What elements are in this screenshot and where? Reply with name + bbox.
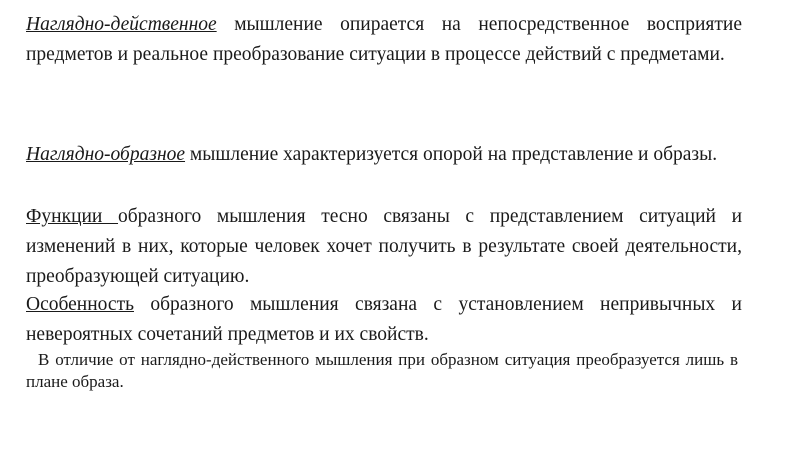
paragraph-difference: [26, 349, 738, 393]
paragraph-text: мышление опирается на непосредственное восприятие предметов и реальное преобразование ситуации в процессе действий с предметами.: [26, 14, 742, 65]
term-visual-action: Наглядно-действенное: [26, 14, 217, 35]
paragraph-visual-figurative-thinking: [26, 140, 742, 170]
paragraph-text: образного мышления тесно связаны с представлением ситуаций и изменений в них, которые человек хочет получить в результате своей деятельности, преобразующей ситуацию.: [26, 206, 743, 287]
term-feature: Особенность: [26, 294, 134, 315]
term-functions: Функции: [26, 206, 119, 227]
paragraph-feature: [26, 290, 742, 350]
paragraph-functions: [26, 202, 742, 292]
paragraph-text: В отличие от наглядно-действенного мышления при образном ситуация преобразуется лишь в плане образа.: [26, 350, 738, 391]
paragraph-text: образного мышления связана с установлением непривычных и невероятных сочетаний предметов и их свойств.: [26, 294, 742, 345]
paragraph-visual-action-thinking: [26, 10, 742, 70]
term-visual-figurative: Наглядно-образное: [26, 144, 186, 165]
paragraph-text: мышление характеризуется опорой на представление и образы.: [185, 144, 718, 165]
